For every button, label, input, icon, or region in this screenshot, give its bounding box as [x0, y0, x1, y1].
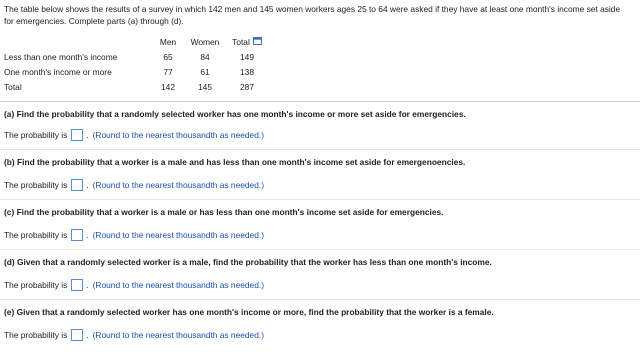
table-cell: 145: [198, 81, 212, 92]
answer-row-a: [4, 129, 264, 141]
answer-prefix: The probability is: [4, 330, 68, 340]
table-cell: 138: [240, 66, 254, 77]
table-cell: 287: [240, 81, 254, 92]
table-row: [4, 64, 267, 79]
table-cell-row-label: Less than one month's income: [4, 51, 118, 62]
answer-prefix: The probability is: [4, 230, 68, 240]
question-a: (a) Find the probability that a randomly selected worker has one month's income or more set aside for emergencies.: [4, 109, 466, 119]
answer-row-e: [4, 329, 264, 341]
copy-data-icon[interactable]: [253, 37, 262, 47]
round-hint: (Round to the nearest thousandth as needed.): [92, 130, 264, 140]
answer-period: .: [86, 230, 89, 240]
answer-period: .: [86, 330, 89, 340]
question-divider: [0, 249, 640, 250]
round-hint: (Round to the nearest thousandth as needed.): [92, 180, 264, 190]
question-d: (d) Given that a randomly selected worker is a male, find the probability that the worker has less than one month's income.: [4, 257, 492, 267]
answer-input-a[interactable]: [71, 129, 83, 141]
question-divider: [0, 149, 640, 150]
table-cell: 61: [200, 66, 210, 77]
table-row: [4, 49, 267, 64]
table-header-row: [4, 35, 267, 49]
question-e: (e) Given that a randomly selected worker has one month's income or more, find the probability that the worker is a female.: [4, 307, 494, 317]
answer-prefix: The probability is: [4, 180, 68, 190]
table-cell: 149: [240, 51, 254, 62]
answer-period: .: [86, 130, 89, 140]
table-header-total: [227, 35, 267, 49]
question-b: (b) Find the probability that a worker is a male and has less than one month's income set aside for emergenoencies.: [4, 157, 466, 167]
round-hint: (Round to the nearest thousandth as needed.): [92, 280, 264, 290]
answer-input-b[interactable]: [71, 179, 83, 191]
answer-row-b: [4, 179, 264, 191]
answer-period: .: [86, 180, 89, 190]
answer-row-d: [4, 279, 264, 291]
table-header-blank: [4, 35, 153, 49]
table-cell-row-label: Total: [4, 81, 22, 92]
answer-input-d[interactable]: [71, 279, 83, 291]
answer-prefix: The probability is: [4, 280, 68, 290]
answer-prefix: The probability is: [4, 130, 68, 140]
round-hint: (Round to the nearest thousandth as needed.): [92, 230, 264, 240]
problem-intro: The table below shows the results of a survey in which 142 men and 145 women workers ages 25 to 64 were asked if they have at least one month's income set aside for emergencies. Complete parts (a) through (d).: [4, 4, 621, 26]
table-header-total-label: Total: [232, 36, 250, 47]
question-divider: [0, 199, 640, 200]
survey-table-container: [4, 35, 267, 94]
table-row: [4, 79, 267, 94]
table-header-men: Men: [159, 37, 177, 47]
answer-input-e[interactable]: [71, 329, 83, 341]
answer-period: .: [86, 280, 89, 290]
table-cell-row-label: One month's income or more: [4, 66, 112, 77]
table-cell: 77: [163, 66, 173, 77]
answer-input-c[interactable]: [71, 229, 83, 241]
round-hint: (Round to the nearest thousandth as needed.): [92, 330, 264, 340]
section-divider: [0, 101, 640, 102]
table-cell: 142: [161, 81, 175, 92]
table-cell: 84: [200, 51, 210, 62]
question-divider: [0, 299, 640, 300]
question-c: (c) Find the probability that a worker is a male or has less than one month's income set aside for emergencies.: [4, 207, 444, 217]
table-cell: 65: [163, 51, 173, 62]
table-header-women: Women: [190, 37, 220, 47]
answer-row-c: [4, 229, 264, 241]
survey-table: [4, 35, 267, 94]
